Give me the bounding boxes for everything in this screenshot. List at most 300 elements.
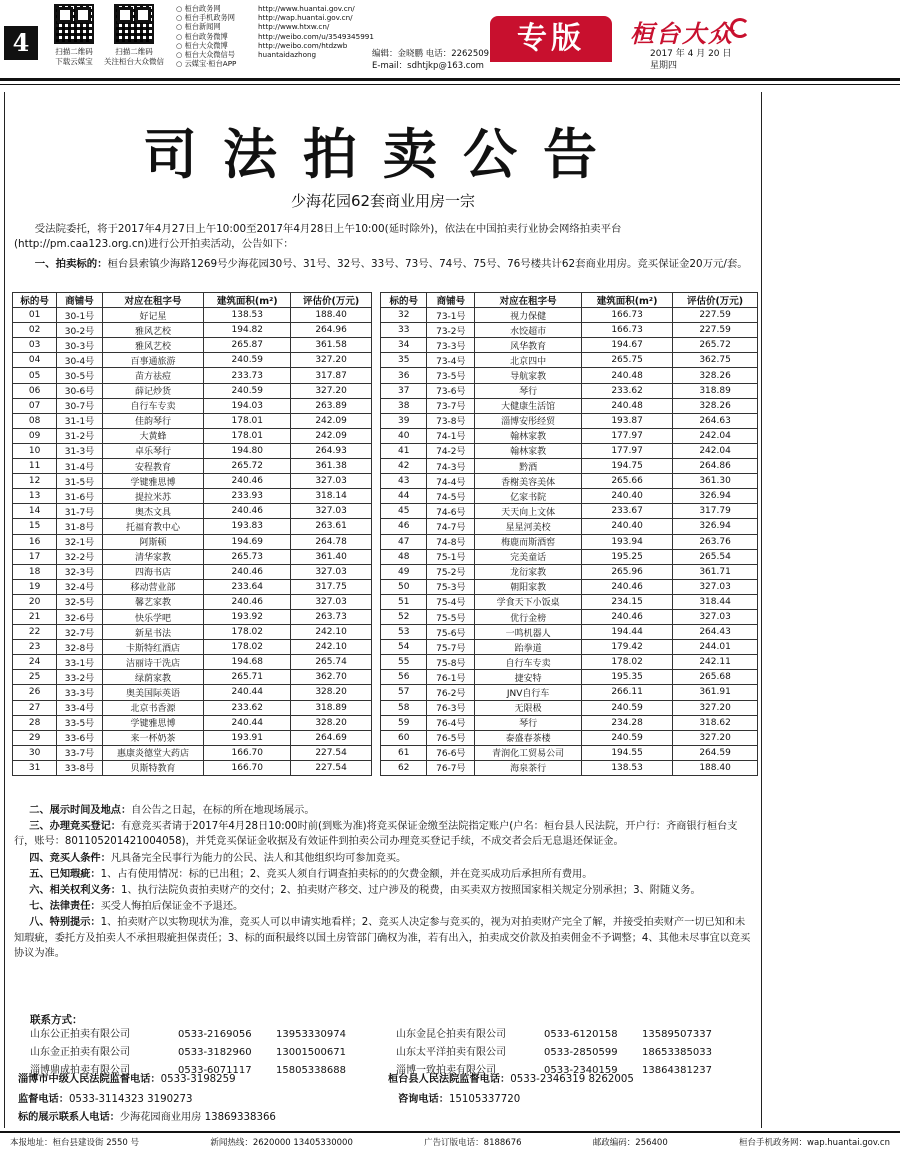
table-row bbox=[381, 338, 758, 353]
floor-area: 195.35 bbox=[581, 670, 672, 685]
lot-number: 51 bbox=[381, 594, 427, 609]
table-row bbox=[381, 594, 758, 609]
col-area: 建筑面积(m²) bbox=[581, 293, 672, 308]
appraised-price: 318.62 bbox=[673, 715, 758, 730]
lot-number: 49 bbox=[381, 564, 427, 579]
media-link-url[interactable]: http://wap.huantai.gov.cn/ bbox=[258, 13, 353, 23]
appraised-price: 265.74 bbox=[291, 655, 372, 670]
shop-number: 33-4号 bbox=[57, 700, 102, 715]
floor-area: 195.25 bbox=[581, 549, 672, 564]
table-row bbox=[381, 579, 758, 594]
tenant-name: 优行金榜 bbox=[475, 609, 582, 624]
shop-number: 33-7号 bbox=[57, 745, 102, 760]
appraised-price: 264.59 bbox=[673, 745, 758, 760]
newspaper-logo: 桓台大众 bbox=[630, 19, 734, 48]
notice-section bbox=[14, 819, 754, 849]
appraised-price: 264.93 bbox=[291, 443, 372, 458]
tenant-name: 阿斯顿 bbox=[102, 534, 204, 549]
shop-number: 76-4号 bbox=[427, 715, 475, 730]
lot-number: 23 bbox=[13, 640, 57, 655]
notice-section bbox=[14, 803, 754, 818]
tenant-name: 雅风艺校 bbox=[102, 323, 204, 338]
tenant-name: 雅风艺校 bbox=[102, 338, 204, 353]
section-auction-target: 一、拍卖标的：桓台县索镇少海路1269号少海花园30号、31号、32号、33号、73号、74号、75号、76号楼共计62套商业用房。竞买保证金20万元/套。 bbox=[34, 258, 748, 270]
appraised-price: 361.38 bbox=[291, 459, 372, 474]
qr-code-wechat bbox=[114, 4, 154, 44]
lot-number: 10 bbox=[13, 443, 57, 458]
table-row bbox=[381, 413, 758, 428]
appraised-price: 264.63 bbox=[673, 413, 758, 428]
section-head: 七、法律责任： bbox=[29, 901, 101, 913]
media-link-url[interactable]: http://weibo.com/htdzwb bbox=[258, 40, 348, 50]
table-row bbox=[381, 700, 758, 715]
appraised-price: 362.70 bbox=[291, 670, 372, 685]
contact-row bbox=[396, 1026, 712, 1044]
lot-number: 37 bbox=[381, 383, 427, 398]
lot-number: 17 bbox=[13, 549, 57, 564]
notice-sections bbox=[14, 803, 754, 962]
media-link-url[interactable]: http://www.htxw.cn/ bbox=[258, 22, 330, 32]
appraised-price: 264.69 bbox=[291, 730, 372, 745]
tenant-name: 海泉茶行 bbox=[475, 760, 582, 775]
floor-area: 193.94 bbox=[581, 534, 672, 549]
floor-area: 193.92 bbox=[204, 609, 291, 624]
floor-area: 193.83 bbox=[204, 519, 291, 534]
lot-number: 14 bbox=[13, 504, 57, 519]
tenant-name: 无限极 bbox=[475, 700, 582, 715]
tenant-name: 琴行 bbox=[475, 715, 582, 730]
lot-number: 43 bbox=[381, 474, 427, 489]
floor-area: 240.46 bbox=[204, 594, 291, 609]
floor-area: 234.15 bbox=[581, 594, 672, 609]
contacts-header: 联系方式： bbox=[30, 1014, 83, 1026]
floor-area: 177.97 bbox=[581, 428, 672, 443]
appraised-price: 264.86 bbox=[673, 459, 758, 474]
tenant-name: 清华家教 bbox=[102, 549, 204, 564]
floor-area: 240.46 bbox=[204, 474, 291, 489]
lot-number: 58 bbox=[381, 700, 427, 715]
table-row bbox=[381, 730, 758, 745]
floor-area: 194.55 bbox=[581, 745, 672, 760]
col-lot: 标的号 bbox=[381, 293, 427, 308]
appraised-price: 361.91 bbox=[673, 685, 758, 700]
tenant-name: 百事通旅游 bbox=[102, 353, 204, 368]
shop-number: 33-6号 bbox=[57, 730, 102, 745]
table-row bbox=[381, 760, 758, 775]
shop-number: 73-8号 bbox=[427, 413, 475, 428]
tenant-name: 四海书店 bbox=[102, 564, 204, 579]
tenant-name: 风华教育 bbox=[475, 338, 582, 353]
table-row bbox=[381, 489, 758, 504]
appraised-price: 242.09 bbox=[291, 413, 372, 428]
table-row bbox=[13, 670, 372, 685]
appraised-price: 327.03 bbox=[291, 504, 372, 519]
table-row bbox=[13, 308, 372, 323]
table-row bbox=[13, 323, 372, 338]
table-row bbox=[13, 383, 372, 398]
lot-number: 20 bbox=[13, 594, 57, 609]
table-row bbox=[13, 428, 372, 443]
notice-section bbox=[14, 867, 754, 882]
floor-area: 240.44 bbox=[204, 715, 291, 730]
table-row bbox=[13, 579, 372, 594]
qr-code-app bbox=[54, 4, 94, 44]
appraised-price: 327.03 bbox=[291, 594, 372, 609]
floor-area: 233.62 bbox=[204, 700, 291, 715]
floor-area: 240.46 bbox=[204, 564, 291, 579]
lot-number: 32 bbox=[381, 308, 427, 323]
footer-post: 邮政编码：256400 bbox=[592, 1138, 668, 1148]
appraised-price: 327.20 bbox=[673, 730, 758, 745]
floor-area: 166.70 bbox=[204, 760, 291, 775]
appraised-price: 361.30 bbox=[673, 474, 758, 489]
contact-row bbox=[396, 1044, 712, 1062]
media-link-row bbox=[176, 4, 374, 13]
table-row bbox=[381, 685, 758, 700]
appraised-price: 328.26 bbox=[673, 368, 758, 383]
appraised-price: 317.79 bbox=[673, 504, 758, 519]
media-link-url[interactable]: http://www.huantai.gov.cn/ bbox=[258, 4, 355, 13]
tenant-name: 移动营业部 bbox=[102, 579, 204, 594]
floor-area: 265.72 bbox=[204, 459, 291, 474]
appraised-price: 264.78 bbox=[291, 534, 372, 549]
appraised-price: 242.04 bbox=[673, 428, 758, 443]
company-name: 淄博鼎成拍卖有限公司 bbox=[30, 1065, 130, 1076]
shop-number: 73-4号 bbox=[427, 353, 475, 368]
appraised-price: 188.40 bbox=[291, 308, 372, 323]
tenant-name: 贝斯特教育 bbox=[102, 760, 204, 775]
media-link-label: ○ 云媒宝·桓台APP bbox=[176, 59, 258, 68]
table-row bbox=[13, 745, 372, 760]
supervise-phone: 监督电话：0533-3114323 3190273 bbox=[18, 1094, 193, 1105]
table-row bbox=[381, 474, 758, 489]
table-row bbox=[13, 594, 372, 609]
lot-number: 40 bbox=[381, 428, 427, 443]
floor-area: 138.53 bbox=[204, 308, 291, 323]
shop-number: 75-8号 bbox=[427, 655, 475, 670]
floor-area: 265.66 bbox=[581, 474, 672, 489]
table-row bbox=[13, 519, 372, 534]
appraised-price: 244.01 bbox=[673, 640, 758, 655]
company-phone: 0533-2340159 bbox=[544, 1065, 618, 1076]
floor-area: 240.46 bbox=[204, 504, 291, 519]
shop-number: 76-3号 bbox=[427, 700, 475, 715]
table-header-row bbox=[381, 293, 758, 308]
lot-number: 30 bbox=[13, 745, 57, 760]
lot-number: 29 bbox=[13, 730, 57, 745]
floor-area: 194.68 bbox=[204, 655, 291, 670]
media-link-label: ○ 桓台新闻网 bbox=[176, 22, 258, 31]
appraised-price: 242.10 bbox=[291, 640, 372, 655]
table-row bbox=[13, 730, 372, 745]
notice-section bbox=[14, 883, 754, 898]
footer bbox=[10, 1136, 890, 1148]
table-row bbox=[381, 625, 758, 640]
company-name: 山东太平洋拍卖有限公司 bbox=[396, 1047, 506, 1058]
lot-number: 22 bbox=[13, 625, 57, 640]
appraised-price: 318.44 bbox=[673, 594, 758, 609]
tenant-name: 香榭美容美体 bbox=[475, 474, 582, 489]
appraised-price: 263.61 bbox=[291, 519, 372, 534]
company-mobile: 13953330974 bbox=[276, 1029, 346, 1040]
appraised-price: 327.20 bbox=[291, 353, 372, 368]
tenant-name: 淄博安彤经贸 bbox=[475, 413, 582, 428]
table-row bbox=[381, 564, 758, 579]
tenant-name: 好记星 bbox=[102, 308, 204, 323]
shop-number: 31-7号 bbox=[57, 504, 102, 519]
tenant-name: 青润化工贸易公司 bbox=[475, 745, 582, 760]
lot-number: 11 bbox=[13, 459, 57, 474]
floor-area: 178.02 bbox=[581, 655, 672, 670]
company-phone: 0533-6120158 bbox=[544, 1029, 618, 1040]
page-number: 4 bbox=[4, 26, 38, 60]
shop-number: 31-8号 bbox=[57, 519, 102, 534]
company-mobile: 15805338688 bbox=[276, 1065, 346, 1076]
section-head: 四、竞买人条件： bbox=[29, 852, 111, 864]
editor-info: 编辑：金晓鹏 电话：2262509 E-mail：sdhtjkp@163.com bbox=[372, 49, 490, 71]
table-row bbox=[381, 383, 758, 398]
appraised-price: 263.76 bbox=[673, 534, 758, 549]
floor-area: 265.73 bbox=[204, 549, 291, 564]
qr-caption-app: 扫描二维码 下载云媒宝 bbox=[55, 47, 93, 66]
table-row bbox=[381, 504, 758, 519]
floor-area: 240.46 bbox=[581, 609, 672, 624]
lot-number: 19 bbox=[13, 579, 57, 594]
appraised-price: 362.75 bbox=[673, 353, 758, 368]
shop-number: 76-5号 bbox=[427, 730, 475, 745]
floor-area: 233.62 bbox=[581, 383, 672, 398]
appraised-price: 242.09 bbox=[291, 428, 372, 443]
lots-table-right bbox=[380, 292, 758, 776]
tenant-name: 馨艺家教 bbox=[102, 594, 204, 609]
appraised-price: 265.54 bbox=[673, 549, 758, 564]
shop-number: 32-2号 bbox=[57, 549, 102, 564]
floor-area: 240.46 bbox=[581, 579, 672, 594]
appraised-price: 318.14 bbox=[291, 489, 372, 504]
shop-number: 33-8号 bbox=[57, 760, 102, 775]
table-row bbox=[381, 353, 758, 368]
appraised-price: 327.03 bbox=[291, 564, 372, 579]
shop-number: 32-3号 bbox=[57, 564, 102, 579]
shop-number: 30-5号 bbox=[57, 368, 102, 383]
floor-area: 240.48 bbox=[581, 398, 672, 413]
lot-number: 15 bbox=[13, 519, 57, 534]
lot-number: 57 bbox=[381, 685, 427, 700]
floor-area: 265.71 bbox=[204, 670, 291, 685]
floor-area: 194.69 bbox=[204, 534, 291, 549]
footer-hotline: 新闻热线：2620000 13405330000 bbox=[210, 1138, 353, 1148]
tenant-name: 托福育教中心 bbox=[102, 519, 204, 534]
media-link-row bbox=[176, 50, 374, 59]
shop-number: 30-3号 bbox=[57, 338, 102, 353]
lot-number: 52 bbox=[381, 609, 427, 624]
shop-number: 33-5号 bbox=[57, 715, 102, 730]
appraised-price: 264.43 bbox=[673, 625, 758, 640]
section-head: 三、办理竞买登记： bbox=[29, 821, 121, 833]
masthead bbox=[0, 0, 900, 92]
shop-number: 33-1号 bbox=[57, 655, 102, 670]
media-link-label: ○ 桓台大众微博 bbox=[176, 41, 258, 50]
tenant-name: 一鸣机器人 bbox=[475, 625, 582, 640]
tenant-name: 奥美国际英语 bbox=[102, 685, 204, 700]
shop-number: 75-3号 bbox=[427, 579, 475, 594]
notice-title: 司法拍卖公告 bbox=[143, 122, 623, 186]
floor-area: 166.73 bbox=[581, 308, 672, 323]
col-tenant: 对应在租字号 bbox=[102, 293, 204, 308]
tenant-name: 卡斯特红酒店 bbox=[102, 640, 204, 655]
table-row bbox=[13, 564, 372, 579]
header-rule bbox=[0, 78, 900, 81]
lot-number: 46 bbox=[381, 519, 427, 534]
table-row bbox=[381, 745, 758, 760]
floor-area: 240.59 bbox=[204, 383, 291, 398]
appraised-price: 318.89 bbox=[673, 383, 758, 398]
appraised-price: 317.87 bbox=[291, 368, 372, 383]
shop-number: 75-1号 bbox=[427, 549, 475, 564]
company-name: 山东公正拍卖有限公司 bbox=[30, 1029, 130, 1040]
appraised-price: 188.40 bbox=[673, 760, 758, 775]
shop-number: 74-1号 bbox=[427, 428, 475, 443]
appraised-price: 264.96 bbox=[291, 323, 372, 338]
appraised-price: 227.59 bbox=[673, 323, 758, 338]
table-row bbox=[13, 640, 372, 655]
appraised-price: 227.59 bbox=[673, 308, 758, 323]
media-link-row bbox=[176, 41, 374, 50]
company-phone: 0533-3182960 bbox=[178, 1047, 252, 1058]
company-phone: 0533-6071117 bbox=[178, 1065, 252, 1076]
notice-subtitle: 少海花园62套商业用房一宗 bbox=[290, 192, 476, 210]
shop-number: 30-7号 bbox=[57, 398, 102, 413]
tenant-name: 翰林家教 bbox=[475, 428, 582, 443]
floor-area: 240.44 bbox=[204, 685, 291, 700]
lot-number: 35 bbox=[381, 353, 427, 368]
lot-number: 55 bbox=[381, 655, 427, 670]
tenant-name: 泰盛春茶楼 bbox=[475, 730, 582, 745]
lot-number: 33 bbox=[381, 323, 427, 338]
lot-number: 28 bbox=[13, 715, 57, 730]
company-mobile: 18653385033 bbox=[642, 1047, 712, 1058]
table-row bbox=[13, 625, 372, 640]
lot-number: 18 bbox=[13, 564, 57, 579]
table-row bbox=[381, 398, 758, 413]
table-row bbox=[381, 459, 758, 474]
table-row bbox=[381, 534, 758, 549]
lot-number: 12 bbox=[13, 474, 57, 489]
lot-number: 06 bbox=[13, 383, 57, 398]
shop-number: 32-7号 bbox=[57, 625, 102, 640]
tenant-name: 苗方祛痘 bbox=[102, 368, 204, 383]
shop-number: 73-2号 bbox=[427, 323, 475, 338]
lot-number: 31 bbox=[13, 760, 57, 775]
floor-area: 194.80 bbox=[204, 443, 291, 458]
company-name: 山东金昆仑拍卖有限公司 bbox=[396, 1029, 506, 1040]
table-header-row bbox=[13, 293, 372, 308]
company-name: 淄博一致拍卖有限公司 bbox=[396, 1065, 496, 1076]
lot-number: 36 bbox=[381, 368, 427, 383]
shop-number: 30-2号 bbox=[57, 323, 102, 338]
table-row bbox=[381, 519, 758, 534]
footer-address: 本报地址：桓台县建设街 2550 号 bbox=[10, 1138, 140, 1148]
table-row bbox=[13, 549, 372, 564]
table-row bbox=[13, 413, 372, 428]
media-link-row bbox=[176, 32, 374, 41]
shop-number: 73-1号 bbox=[427, 308, 475, 323]
huantai-court-phone: 桓台县人民法院监督电话：0533-2346319 8262005 bbox=[388, 1074, 634, 1085]
col-shop: 商铺号 bbox=[57, 293, 102, 308]
floor-area: 233.67 bbox=[581, 504, 672, 519]
company-phone: 0533-2850599 bbox=[544, 1047, 618, 1058]
shop-number: 76-6号 bbox=[427, 745, 475, 760]
table-row bbox=[13, 398, 372, 413]
appraised-price: 328.26 bbox=[673, 398, 758, 413]
media-link-url[interactable]: huantaidazhong bbox=[258, 50, 317, 60]
tenant-name: 北京书香源 bbox=[102, 700, 204, 715]
notice-section bbox=[14, 915, 754, 961]
floor-area: 166.70 bbox=[204, 745, 291, 760]
company-name: 山东金正拍卖有限公司 bbox=[30, 1047, 130, 1058]
section-head: 二、展示时间及地点： bbox=[29, 805, 132, 816]
display-contact-phone: 标的展示联系人电话：少海花园商业用房 13869338366 bbox=[18, 1112, 276, 1123]
footer-rule bbox=[0, 1131, 900, 1133]
col-price: 评估价(万元) bbox=[673, 293, 758, 308]
floor-area: 194.44 bbox=[581, 625, 672, 640]
lot-number: 16 bbox=[13, 534, 57, 549]
tenant-name: 安程教育 bbox=[102, 459, 204, 474]
tenant-name: 自行车专卖 bbox=[102, 398, 204, 413]
table-row bbox=[381, 308, 758, 323]
floor-area: 138.53 bbox=[581, 760, 672, 775]
media-link-label: ○ 桓台大众微信号 bbox=[176, 50, 258, 59]
table-row bbox=[381, 428, 758, 443]
tenant-name: 完美童话 bbox=[475, 549, 582, 564]
table-row bbox=[13, 474, 372, 489]
appraised-price: 318.89 bbox=[291, 700, 372, 715]
appraised-price: 317.75 bbox=[291, 579, 372, 594]
floor-area: 193.91 bbox=[204, 730, 291, 745]
appraised-price: 242.04 bbox=[673, 443, 758, 458]
appraised-price: 327.03 bbox=[291, 474, 372, 489]
shop-number: 32-8号 bbox=[57, 640, 102, 655]
shop-number: 32-5号 bbox=[57, 594, 102, 609]
floor-area: 178.02 bbox=[204, 640, 291, 655]
appraised-price: 361.71 bbox=[673, 564, 758, 579]
table-row bbox=[13, 700, 372, 715]
floor-area: 178.02 bbox=[204, 625, 291, 640]
section-head: 八、特别提示： bbox=[29, 917, 101, 929]
floor-area: 233.73 bbox=[204, 368, 291, 383]
tenant-name: 跆拳道 bbox=[475, 640, 582, 655]
shop-number: 74-6号 bbox=[427, 504, 475, 519]
table-row bbox=[381, 443, 758, 458]
floor-area: 166.73 bbox=[581, 323, 672, 338]
lot-number: 41 bbox=[381, 443, 427, 458]
table-row bbox=[381, 368, 758, 383]
appraised-price: 361.40 bbox=[291, 549, 372, 564]
tenant-name: 自行车专卖 bbox=[475, 655, 582, 670]
section-body: 买受人悔拍后保证金不予退还。 bbox=[100, 901, 244, 913]
tenant-name: 大黄蜂 bbox=[102, 428, 204, 443]
shop-number: 31-5号 bbox=[57, 474, 102, 489]
tenant-name: 佳韵琴行 bbox=[102, 413, 204, 428]
media-link-url[interactable]: http://weibo.com/u/3549345991 bbox=[258, 31, 374, 41]
shop-number: 73-6号 bbox=[427, 383, 475, 398]
media-link-label: ○ 桓台政务网 bbox=[176, 4, 258, 13]
tenant-name: 奥杰文具 bbox=[102, 504, 204, 519]
table-row bbox=[13, 534, 372, 549]
shop-number: 75-6号 bbox=[427, 625, 475, 640]
lot-number: 03 bbox=[13, 338, 57, 353]
tenant-name: 惠康炎德堂大药店 bbox=[102, 745, 204, 760]
